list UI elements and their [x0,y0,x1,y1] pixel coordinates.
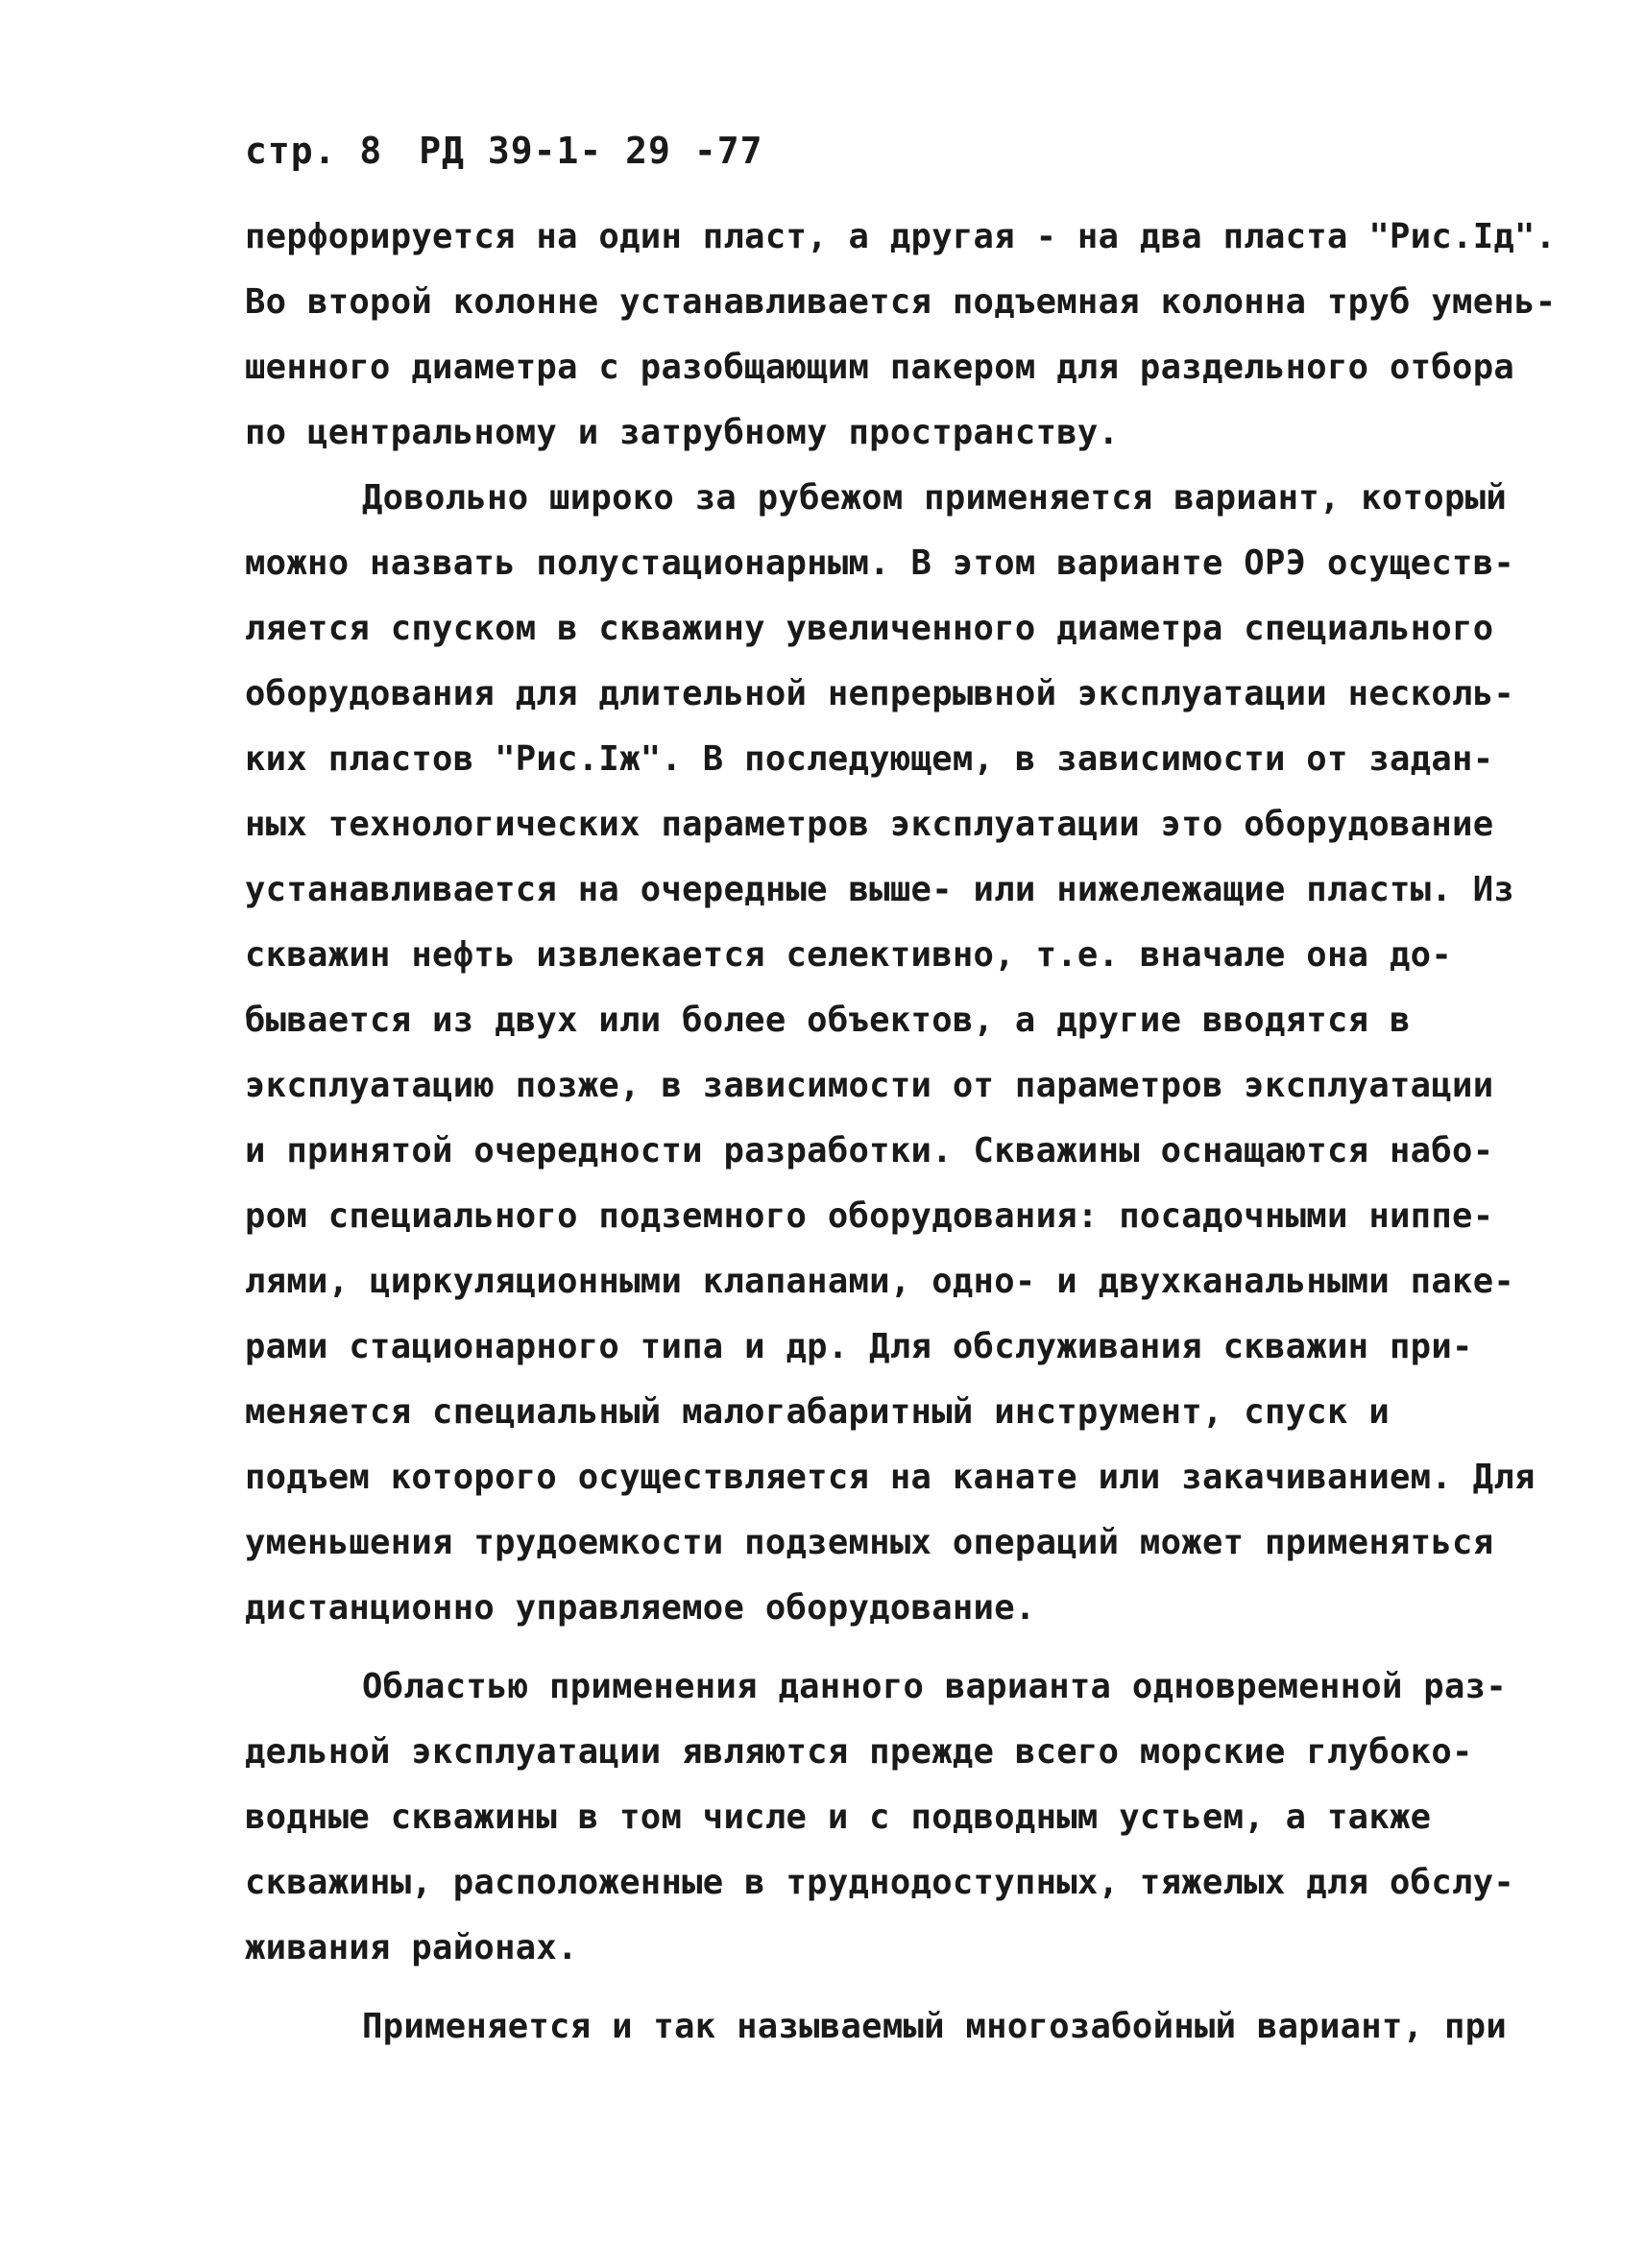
text-line: ляется спуском в скважину увеличенного диаметра специального [245,609,1494,648]
text-line: бывается из двух или более объектов, а другие вводятся в [245,1001,1411,1040]
text-line: по центральному и затрубному пространству. [245,413,1120,452]
text-line: дистанционно управляемое оборудование. [245,1588,1036,1628]
text-line: водные скважины в том числе и с подводным устьем, а также [245,1798,1432,1837]
paragraph-start-line: Применяется и так называемый многозабойный вариант, при [362,2007,1508,2046]
text-line: скважин нефть извлекается селективно, т.е. вначале она до- [245,935,1453,975]
text-line: меняется специальный малогабаритный инструмент, спуск и [245,1392,1391,1432]
text-line: шенного диаметра с разобщающим пакером для раздельного отбора [245,348,1515,387]
text-line: перфорируется на один пласт, а другая - на два пласта "Рис.Iд". [245,217,1557,256]
text-line: ных технологических параметров эксплуатации это оборудование [245,805,1494,844]
text-line: подъем которого осуществляется на канате или закачиванием. Для [245,1458,1536,1497]
text-line: и принятой очередности разработки. Скважины оснащаются набо- [245,1131,1494,1170]
text-line: Во второй колонне устанавливается подъемная колонна труб умень- [245,282,1557,322]
text-line: устанавливается на очередные выше- или нижележащие пласты. Из [245,870,1515,909]
body-text [245,205,1557,2060]
text-line: лями, циркуляционными клапанами, одно- и двухканальными паке- [245,1262,1515,1301]
page-header [245,130,799,172]
text-line: рами стационарного типа и др. Для обслуживания скважин при- [245,1327,1473,1366]
text-line: уменьшения трудоемкости подземных операций может применяться [245,1523,1494,1562]
page-number: стр. 8 [245,130,383,172]
paragraph-start-line: Областью применения данного варианта одновременной раз- [362,1667,1508,1706]
document-code: РД 39-1- 29 -77 [419,130,763,172]
paragraph-start-line: Довольно широко за рубежом применяется вариант, который [362,478,1508,518]
text-line: ром специального подземного оборудования: посадочными ниппе- [245,1196,1494,1236]
text-line: эксплуатацию позже, в зависимости от параметров эксплуатации [245,1066,1494,1105]
text-line: оборудования для длительной непрерывной эксплуатации несколь- [245,674,1515,713]
text-line: скважины, расположенные в труднодоступных, тяжелых для обслу- [245,1863,1515,1902]
text-line: можно назвать полустационарным. В этом варианте ОРЭ осуществ- [245,543,1515,583]
text-line: ких пластов "Рис.Iж". В последующем, в зависимости от задан- [245,739,1494,779]
text-line: живания районах. [245,1928,578,1967]
text-line: дельной эксплуатации являются прежде всего морские глубоко- [245,1732,1473,1772]
